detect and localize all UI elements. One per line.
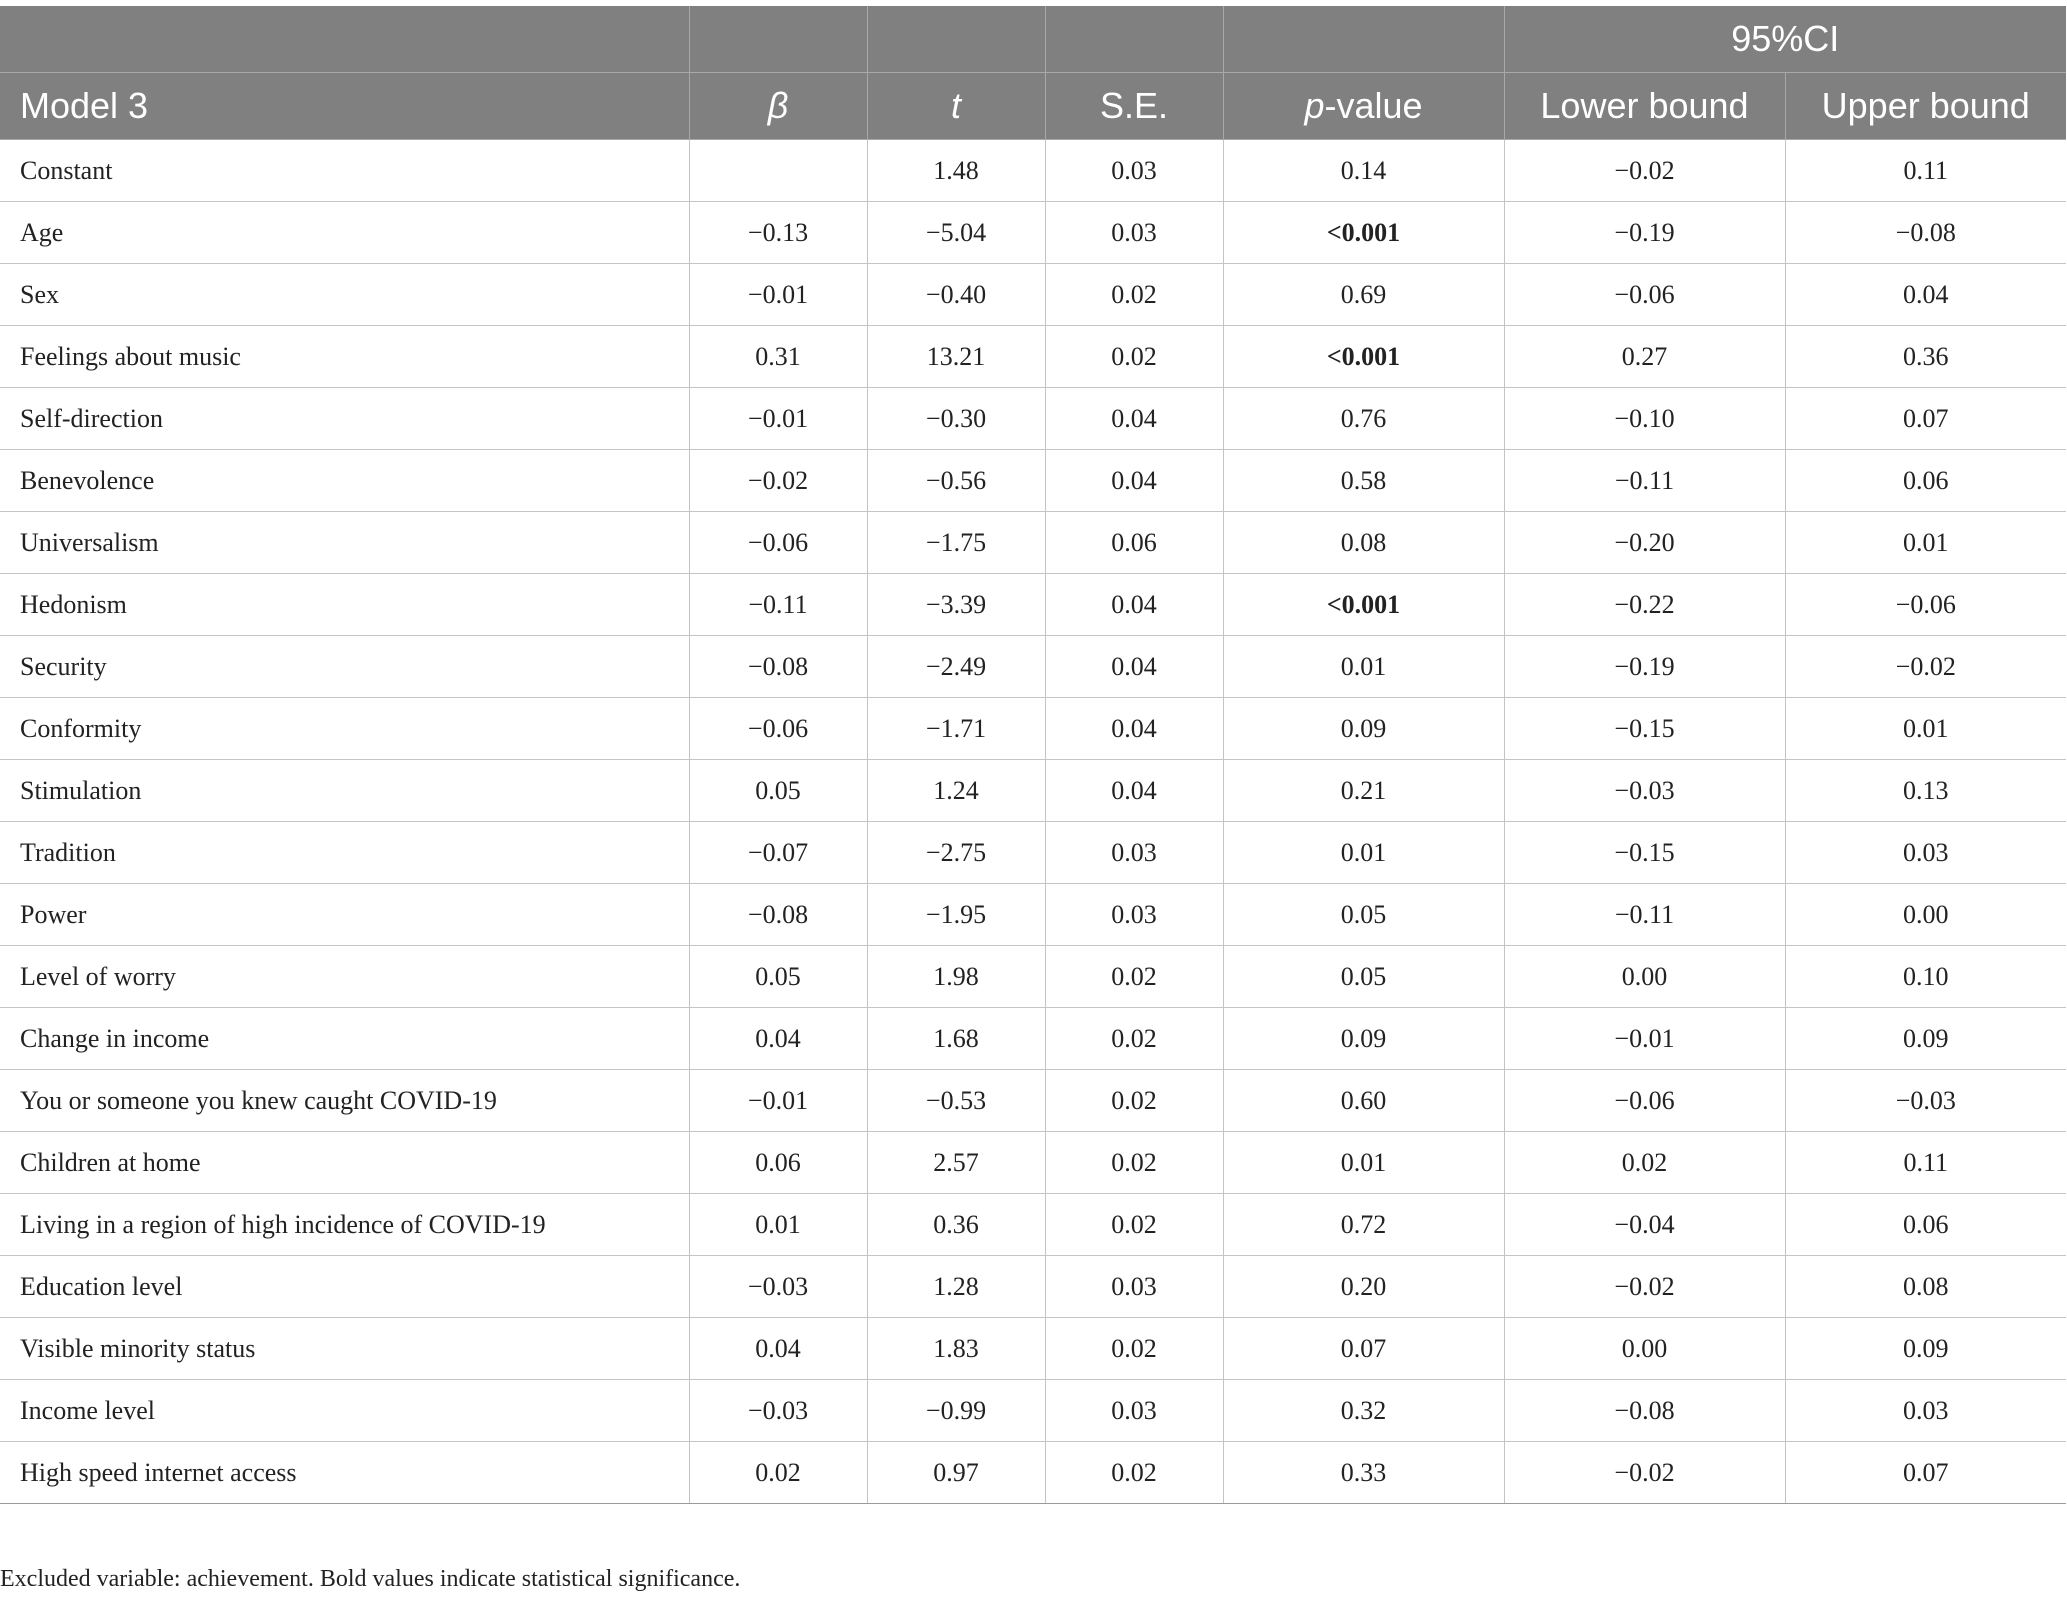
beta-cell: 0.04 <box>689 1008 867 1070</box>
se-cell: 0.02 <box>1045 1442 1223 1504</box>
variable-cell: Level of worry <box>0 946 689 1008</box>
upper-bound-cell: 0.01 <box>1785 512 2066 574</box>
table-row <box>0 760 2066 822</box>
variable-cell: Stimulation <box>0 760 689 822</box>
table-row <box>0 822 2066 884</box>
beta-symbol: β <box>767 85 789 126</box>
header-empty-cell <box>1045 6 1223 73</box>
table-row <box>0 574 2066 636</box>
beta-cell: −0.01 <box>689 264 867 326</box>
header-row-columns <box>0 73 2066 140</box>
variable-cell: Tradition <box>0 822 689 884</box>
p-value-cell: 0.58 <box>1223 450 1504 512</box>
se-cell: 0.03 <box>1045 884 1223 946</box>
table-row <box>0 388 2066 450</box>
beta-cell: 0.01 <box>689 1194 867 1256</box>
table-row <box>0 140 2066 202</box>
table-row <box>0 1194 2066 1256</box>
lower-bound-cell: 0.02 <box>1504 1132 1785 1194</box>
lower-bound-cell: 0.00 <box>1504 1318 1785 1380</box>
p-symbol: p <box>1304 85 1325 126</box>
table-row <box>0 698 2066 760</box>
se-cell: 0.03 <box>1045 140 1223 202</box>
table-row <box>0 946 2066 1008</box>
upper-bound-cell: 0.03 <box>1785 1380 2066 1442</box>
t-cell: 1.68 <box>867 1008 1045 1070</box>
p-value-cell: 0.09 <box>1223 1008 1504 1070</box>
p-value-cell: <0.001 <box>1223 326 1504 388</box>
beta-cell: 0.06 <box>689 1132 867 1194</box>
variable-cell: Hedonism <box>0 574 689 636</box>
table-row <box>0 326 2066 388</box>
p-value-cell: 0.09 <box>1223 698 1504 760</box>
variable-cell: Education level <box>0 1256 689 1318</box>
upper-bound-cell: 0.13 <box>1785 760 2066 822</box>
upper-bound-cell: 0.11 <box>1785 140 2066 202</box>
variable-cell: You or someone you knew caught COVID-19 <box>0 1070 689 1132</box>
p-value-cell: 0.60 <box>1223 1070 1504 1132</box>
lower-bound-cell: −0.15 <box>1504 698 1785 760</box>
variable-cell: Children at home <box>0 1132 689 1194</box>
beta-cell: −0.08 <box>689 636 867 698</box>
upper-bound-cell: 0.09 <box>1785 1008 2066 1070</box>
se-cell: 0.02 <box>1045 264 1223 326</box>
lower-bound-cell: −0.06 <box>1504 1070 1785 1132</box>
lower-bound-cell: −0.06 <box>1504 264 1785 326</box>
se-cell: 0.02 <box>1045 1194 1223 1256</box>
variable-cell: Constant <box>0 140 689 202</box>
t-cell: −1.75 <box>867 512 1045 574</box>
se-column-header: S.E. <box>1045 73 1223 140</box>
se-cell: 0.03 <box>1045 822 1223 884</box>
t-cell: −0.99 <box>867 1380 1045 1442</box>
t-cell: −5.04 <box>867 202 1045 264</box>
p-value-cell: 0.07 <box>1223 1318 1504 1380</box>
variable-cell: Visible minority status <box>0 1318 689 1380</box>
p-value-cell: 0.20 <box>1223 1256 1504 1318</box>
t-cell: 0.97 <box>867 1442 1045 1504</box>
p-value-cell: 0.21 <box>1223 760 1504 822</box>
table-row <box>0 636 2066 698</box>
lower-bound-cell: −0.22 <box>1504 574 1785 636</box>
lower-bound-cell: −0.15 <box>1504 822 1785 884</box>
header-empty-cell <box>0 6 689 73</box>
beta-column-header <box>689 73 867 140</box>
variable-cell: High speed internet access <box>0 1442 689 1504</box>
beta-cell: 0.05 <box>689 760 867 822</box>
upper-bound-cell: 0.01 <box>1785 698 2066 760</box>
upper-bound-cell: 0.07 <box>1785 1442 2066 1504</box>
p-value-cell: 0.01 <box>1223 822 1504 884</box>
table-row <box>0 884 2066 946</box>
variable-cell: Security <box>0 636 689 698</box>
upper-bound-cell: 0.04 <box>1785 264 2066 326</box>
se-cell: 0.02 <box>1045 1132 1223 1194</box>
variable-cell: Feelings about music <box>0 326 689 388</box>
lower-bound-cell: 0.27 <box>1504 326 1785 388</box>
table-row <box>0 1008 2066 1070</box>
variable-cell: Sex <box>0 264 689 326</box>
beta-cell: −0.01 <box>689 1070 867 1132</box>
p-value-cell: 0.14 <box>1223 140 1504 202</box>
p-value-cell: 0.01 <box>1223 636 1504 698</box>
se-cell: 0.04 <box>1045 636 1223 698</box>
table-row <box>0 1380 2066 1442</box>
t-cell: −0.56 <box>867 450 1045 512</box>
p-value-cell: 0.69 <box>1223 264 1504 326</box>
t-cell: −0.53 <box>867 1070 1045 1132</box>
se-cell: 0.02 <box>1045 946 1223 1008</box>
se-cell: 0.04 <box>1045 760 1223 822</box>
ci-group-header: 95%CI <box>1504 6 2066 73</box>
table-row <box>0 450 2066 512</box>
se-cell: 0.04 <box>1045 450 1223 512</box>
p-value-cell: <0.001 <box>1223 574 1504 636</box>
upper-bound-cell: 0.00 <box>1785 884 2066 946</box>
p-value-cell: 0.76 <box>1223 388 1504 450</box>
se-cell: 0.03 <box>1045 1380 1223 1442</box>
t-cell: 1.83 <box>867 1318 1045 1380</box>
se-cell: 0.04 <box>1045 698 1223 760</box>
upper-bound-cell: −0.08 <box>1785 202 2066 264</box>
p-value-cell: 0.33 <box>1223 1442 1504 1504</box>
se-cell: 0.06 <box>1045 512 1223 574</box>
header-empty-cell <box>689 6 867 73</box>
p-value-cell: 0.08 <box>1223 512 1504 574</box>
table-row <box>0 1442 2066 1504</box>
t-cell: −2.49 <box>867 636 1045 698</box>
lower-bound-cell: −0.19 <box>1504 202 1785 264</box>
lower-bound-cell: −0.11 <box>1504 450 1785 512</box>
upper-bound-cell: −0.06 <box>1785 574 2066 636</box>
p-value-cell: 0.72 <box>1223 1194 1504 1256</box>
p-value-cell: 0.32 <box>1223 1380 1504 1442</box>
lower-bound-cell: 0.00 <box>1504 946 1785 1008</box>
t-cell: 1.98 <box>867 946 1045 1008</box>
beta-cell: 0.05 <box>689 946 867 1008</box>
t-symbol: t <box>950 85 961 126</box>
t-column-header <box>867 73 1045 140</box>
lower-bound-column-header: Lower bound <box>1504 73 1785 140</box>
upper-bound-cell: 0.03 <box>1785 822 2066 884</box>
upper-bound-cell: −0.03 <box>1785 1070 2066 1132</box>
se-cell: 0.03 <box>1045 1256 1223 1318</box>
p-value-cell: 0.01 <box>1223 1132 1504 1194</box>
beta-cell: −0.13 <box>689 202 867 264</box>
lower-bound-cell: −0.02 <box>1504 1256 1785 1318</box>
table-row <box>0 1070 2066 1132</box>
se-cell: 0.02 <box>1045 1318 1223 1380</box>
header-empty-cell <box>867 6 1045 73</box>
upper-bound-cell: 0.36 <box>1785 326 2066 388</box>
upper-bound-column-header: Upper bound <box>1785 73 2066 140</box>
variable-cell: Income level <box>0 1380 689 1442</box>
upper-bound-cell: 0.09 <box>1785 1318 2066 1380</box>
lower-bound-cell: −0.03 <box>1504 760 1785 822</box>
beta-cell: −0.11 <box>689 574 867 636</box>
beta-cell: 0.31 <box>689 326 867 388</box>
lower-bound-cell: −0.02 <box>1504 140 1785 202</box>
t-cell: 13.21 <box>867 326 1045 388</box>
variable-cell: Universalism <box>0 512 689 574</box>
table-row <box>0 1318 2066 1380</box>
p-value-cell: 0.05 <box>1223 884 1504 946</box>
model-column-header: Model 3 <box>0 73 689 140</box>
t-cell: −3.39 <box>867 574 1045 636</box>
t-cell: 2.57 <box>867 1132 1045 1194</box>
se-cell: 0.02 <box>1045 1008 1223 1070</box>
variable-cell: Change in income <box>0 1008 689 1070</box>
t-cell: −0.30 <box>867 388 1045 450</box>
upper-bound-cell: 0.11 <box>1785 1132 2066 1194</box>
lower-bound-cell: −0.11 <box>1504 884 1785 946</box>
se-cell: 0.03 <box>1045 202 1223 264</box>
upper-bound-cell: 0.10 <box>1785 946 2066 1008</box>
variable-cell: Age <box>0 202 689 264</box>
se-cell: 0.02 <box>1045 1070 1223 1132</box>
variable-cell: Self-direction <box>0 388 689 450</box>
p-value-cell: <0.001 <box>1223 202 1504 264</box>
t-cell: −1.71 <box>867 698 1045 760</box>
t-cell: 1.28 <box>867 1256 1045 1318</box>
variable-cell: Power <box>0 884 689 946</box>
table-body <box>0 140 2066 1504</box>
upper-bound-cell: 0.06 <box>1785 450 2066 512</box>
lower-bound-cell: −0.02 <box>1504 1442 1785 1504</box>
beta-cell <box>689 140 867 202</box>
lower-bound-cell: −0.19 <box>1504 636 1785 698</box>
table-row <box>0 1256 2066 1318</box>
table-header <box>0 6 2066 140</box>
lower-bound-cell: −0.04 <box>1504 1194 1785 1256</box>
beta-cell: −0.06 <box>689 698 867 760</box>
se-cell: 0.04 <box>1045 388 1223 450</box>
beta-cell: 0.04 <box>689 1318 867 1380</box>
regression-table-container <box>0 6 2067 1504</box>
se-cell: 0.02 <box>1045 326 1223 388</box>
upper-bound-cell: −0.02 <box>1785 636 2066 698</box>
beta-cell: −0.06 <box>689 512 867 574</box>
beta-cell: −0.03 <box>689 1256 867 1318</box>
lower-bound-cell: −0.01 <box>1504 1008 1785 1070</box>
lower-bound-cell: −0.10 <box>1504 388 1785 450</box>
beta-cell: −0.07 <box>689 822 867 884</box>
p-value-suffix: -value <box>1324 85 1423 126</box>
table-row <box>0 1132 2066 1194</box>
t-cell: 0.36 <box>867 1194 1045 1256</box>
t-cell: 1.48 <box>867 140 1045 202</box>
variable-cell: Conformity <box>0 698 689 760</box>
se-cell: 0.04 <box>1045 574 1223 636</box>
table-row <box>0 202 2066 264</box>
upper-bound-cell: 0.07 <box>1785 388 2066 450</box>
header-empty-cell <box>1223 6 1504 73</box>
p-value-cell: 0.05 <box>1223 946 1504 1008</box>
table-row <box>0 264 2066 326</box>
t-cell: −2.75 <box>867 822 1045 884</box>
lower-bound-cell: −0.08 <box>1504 1380 1785 1442</box>
table-footnote: Excluded variable: achievement. Bold values indicate statistical significance. <box>0 1566 741 1592</box>
table-row <box>0 512 2066 574</box>
beta-cell: −0.03 <box>689 1380 867 1442</box>
variable-cell: Benevolence <box>0 450 689 512</box>
beta-cell: −0.08 <box>689 884 867 946</box>
p-value-column-header <box>1223 73 1504 140</box>
beta-cell: 0.02 <box>689 1442 867 1504</box>
lower-bound-cell: −0.20 <box>1504 512 1785 574</box>
regression-table <box>0 6 2066 1504</box>
t-cell: 1.24 <box>867 760 1045 822</box>
upper-bound-cell: 0.06 <box>1785 1194 2066 1256</box>
variable-cell: Living in a region of high incidence of COVID-19 <box>0 1194 689 1256</box>
beta-cell: −0.01 <box>689 388 867 450</box>
header-row-ci <box>0 6 2066 73</box>
upper-bound-cell: 0.08 <box>1785 1256 2066 1318</box>
beta-cell: −0.02 <box>689 450 867 512</box>
t-cell: −1.95 <box>867 884 1045 946</box>
t-cell: −0.40 <box>867 264 1045 326</box>
